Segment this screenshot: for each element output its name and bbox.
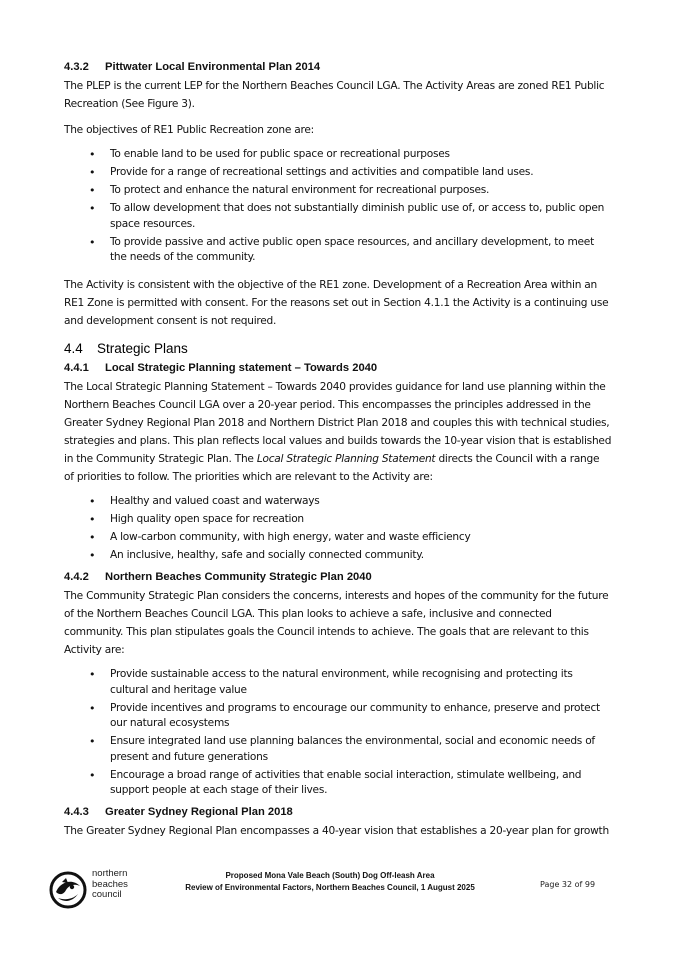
bullet-icon: • xyxy=(89,148,96,161)
list-item: • High quality open space for recreation xyxy=(89,513,304,526)
bullet-icon: • xyxy=(89,701,96,715)
bullet-icon: • xyxy=(89,495,96,508)
section-title: Local Strategic Planning statement – Towards 2040 xyxy=(105,362,378,374)
footer-line-2: Review of Environmental Factors, Northern Beaches Council, 1 August 2025 xyxy=(185,883,475,892)
list-item: • Provide sustainable access to the natural environment, while recognising and protecting its cultural and heritage value xyxy=(89,668,573,696)
section-number: 4.3.2 xyxy=(64,61,89,73)
logo-wordmark: northern beaches council xyxy=(92,868,128,900)
bullet-icon: • xyxy=(89,735,96,748)
section-title: Strategic Plans xyxy=(97,341,188,356)
bullet-icon: • xyxy=(89,513,96,526)
bullet-icon: • xyxy=(89,668,96,681)
section-number: 4.4.1 xyxy=(64,362,89,374)
footer-title xyxy=(180,870,480,894)
section-heading-4-4 xyxy=(64,340,612,357)
list-item: • To protect and enhance the natural environment for recreational purposes. xyxy=(89,184,490,197)
list-item: • An inclusive, healthy, safe and socially connected community. xyxy=(89,549,424,562)
list-item: • Ensure integrated land use planning balances the environmental, social and economic needs of present and future generations xyxy=(89,735,595,763)
paragraph: The Greater Sydney Regional Plan encompasses a 40-year vision that establishes a 20-year plan for growth xyxy=(64,825,609,837)
list-item: • Provide for a range of recreational settings and activities and compatible land uses. xyxy=(89,166,534,179)
bullet-list xyxy=(64,494,612,564)
bullet-icon: • xyxy=(89,202,96,215)
council-logo xyxy=(48,868,148,912)
list-item: • To enable land to be used for public space or recreational purposes xyxy=(89,148,450,161)
list-item: • To provide passive and active public open space resources, and ancillary development, to meet the needs of the community. xyxy=(89,235,594,263)
paragraph: The Activity is consistent with the objective of the RE1 zone. Development of a Recreation Area within an RE1 Zone is permitted with consent. For the reasons set out in Section 4.1.1 the Activity is a continuing use and development consent is not required. xyxy=(64,279,609,327)
list-item: • Healthy and valued coast and waterways xyxy=(89,495,320,508)
section-number: 4.4 xyxy=(64,341,83,356)
page-number: Page 32 of 99 xyxy=(540,880,596,889)
section-title: Pittwater Local Environmental Plan 2014 xyxy=(105,61,321,73)
section-number: 4.4.3 xyxy=(64,806,89,818)
paragraph: The Community Strategic Plan considers the concerns, interests and hopes of the community for the future of the Northern Beaches Council LGA. This plan looks to achieve a safe, inclusive and connected community. This plan stipulates goals the Council intends to achieve. The goals that are relevant to this Activity are: xyxy=(64,590,609,656)
section-title: Greater Sydney Regional Plan 2018 xyxy=(105,806,293,818)
bullet-icon: • xyxy=(89,235,96,249)
section-heading-4-4-2 xyxy=(64,570,612,584)
list-item: • To allow development that does not substantially diminish public use of, or access to, public open space resources. xyxy=(89,202,605,230)
list-item: • Encourage a broad range of activities that enable social interaction, stimulate wellbeing, and support people at each stage of their lives. xyxy=(89,768,582,796)
emphasis-text: Local Strategic Planning Statement xyxy=(256,453,436,465)
section-heading-4-3-2 xyxy=(64,60,612,74)
section-title: Northern Beaches Community Strategic Plan 2040 xyxy=(105,571,372,583)
council-emblem-icon xyxy=(48,870,88,910)
bullet-icon: • xyxy=(89,184,96,197)
section-number: 4.4.2 xyxy=(64,571,89,583)
section-heading-4-4-1 xyxy=(64,361,612,375)
section-heading-4-4-3 xyxy=(64,805,612,819)
bullet-list xyxy=(64,667,612,799)
footer-line-1: Proposed Mona Vale Beach (South) Dog Off-leash Area xyxy=(225,871,435,880)
paragraph: The PLEP is the current LEP for the Northern Beaches Council LGA. The Activity Areas are zoned RE1 Public Recreation (See Figure 3). xyxy=(64,80,605,110)
list-item: • Provide incentives and programs to encourage our community to enhance, preserve and protect our natural ecosystems xyxy=(89,701,600,729)
bullet-list xyxy=(64,147,612,266)
bullet-icon: • xyxy=(89,549,96,562)
page-body xyxy=(64,60,612,840)
paragraph: The objectives of RE1 Public Recreation zone are: xyxy=(64,124,314,136)
page-footer xyxy=(0,860,675,920)
bullet-icon: • xyxy=(89,166,96,179)
bullet-icon: • xyxy=(89,768,96,782)
bullet-icon: • xyxy=(89,531,96,544)
list-item: • A low-carbon community, with high energy, water and waste efficiency xyxy=(89,531,471,544)
paragraph: The Local Strategic Planning Statement – Towards 2040 provides guidance for land use planning within the Northern Beaches Council LGA over a 20-year period. This encompasses the principles addressed in the Greater Sydney Regional Plan 2018 and Northern District Plan 2018 and couples this with technical studies, strategies and plans. This plan reflects local values and builds towards the 10-year vision that is established in the Community Strategic Plan. The Local Strategic Planning Statement directs the Council with a range of priorities to follow. The priorities which are relevant to the Activity are: xyxy=(64,381,612,483)
